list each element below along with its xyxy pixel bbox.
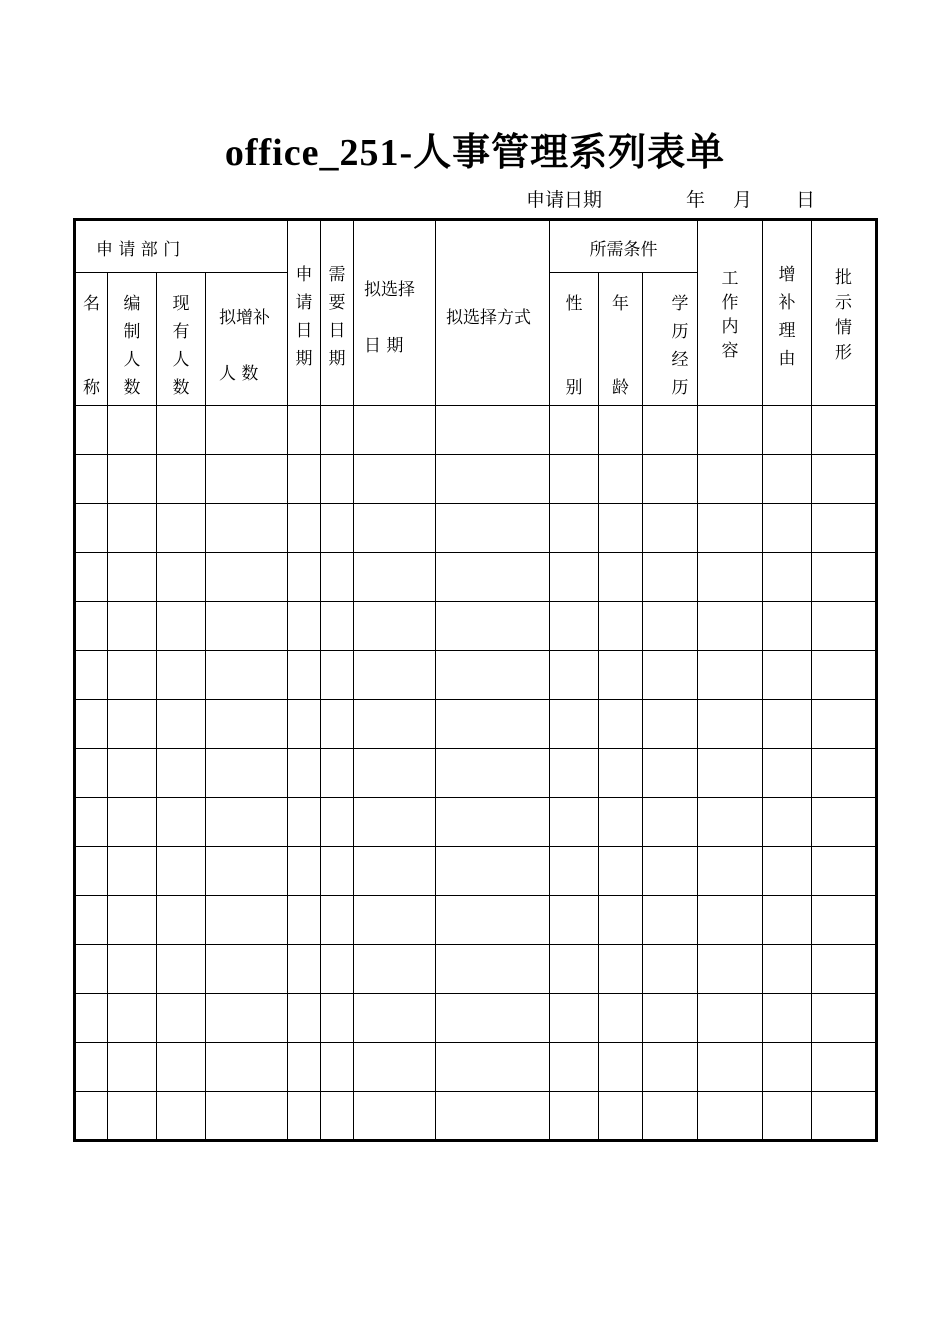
approval-char-4: 形	[835, 343, 852, 363]
form-cell[interactable]	[354, 896, 436, 945]
form-cell[interactable]	[321, 798, 354, 847]
form-cell[interactable]	[698, 896, 763, 945]
form-cell[interactable]	[436, 602, 550, 651]
form-cell[interactable]	[763, 1092, 812, 1141]
form-cell[interactable]	[763, 406, 812, 455]
form-cell[interactable]	[643, 749, 698, 798]
form-cell[interactable]	[698, 700, 763, 749]
apply-date-char-2: 请	[295, 293, 313, 313]
form-cell[interactable]	[108, 896, 157, 945]
form-cell[interactable]	[321, 994, 354, 1043]
form-cell[interactable]	[354, 847, 436, 896]
form-cell[interactable]	[698, 1092, 763, 1141]
reason-char-4: 由	[778, 349, 796, 369]
form-cell[interactable]	[354, 749, 436, 798]
form-cell[interactable]	[812, 798, 877, 847]
form-cell[interactable]	[157, 847, 206, 896]
form-cell[interactable]	[550, 700, 599, 749]
form-cell[interactable]	[321, 455, 354, 504]
month-label: 月	[733, 189, 753, 211]
form-cell[interactable]	[812, 651, 877, 700]
table-row	[75, 945, 877, 994]
form-cell[interactable]	[643, 1092, 698, 1141]
form-cell[interactable]	[763, 847, 812, 896]
table-row	[75, 700, 877, 749]
form-cell[interactable]	[643, 798, 698, 847]
form-cell[interactable]	[321, 896, 354, 945]
current-char-1: 现	[172, 294, 190, 314]
form-cell[interactable]	[643, 602, 698, 651]
form-cell[interactable]	[550, 1043, 599, 1092]
form-cell[interactable]	[206, 994, 288, 1043]
form-cell[interactable]	[599, 847, 643, 896]
quota-char-1: 编	[123, 294, 141, 314]
form-cell[interactable]	[354, 1043, 436, 1092]
form-cell[interactable]	[698, 504, 763, 553]
table-row	[75, 1043, 877, 1092]
form-cell[interactable]	[108, 602, 157, 651]
form-cell[interactable]	[550, 651, 599, 700]
reason-char-1: 增	[778, 265, 796, 285]
form-cell[interactable]	[206, 700, 288, 749]
form-cell[interactable]	[288, 700, 321, 749]
form-cell[interactable]	[108, 504, 157, 553]
day-label: 日	[796, 189, 816, 211]
form-cell[interactable]	[812, 1043, 877, 1092]
job-content-char-2: 作	[721, 293, 739, 313]
form-cell[interactable]	[698, 994, 763, 1043]
form-cell[interactable]	[698, 455, 763, 504]
form-cell[interactable]	[812, 602, 877, 651]
form-cell[interactable]	[206, 602, 288, 651]
form-cell[interactable]	[108, 406, 157, 455]
form-cell[interactable]	[436, 749, 550, 798]
form-cell[interactable]	[206, 896, 288, 945]
table-row	[75, 455, 877, 504]
table-row	[75, 798, 877, 847]
form-cell[interactable]	[436, 945, 550, 994]
form-cell[interactable]	[321, 945, 354, 994]
form-cell[interactable]	[599, 553, 643, 602]
form-cell[interactable]	[599, 651, 643, 700]
form-cell[interactable]	[436, 553, 550, 602]
form-cell[interactable]	[643, 553, 698, 602]
form-cell[interactable]	[75, 602, 108, 651]
form-cell[interactable]	[812, 455, 877, 504]
reason-char-2: 补	[778, 293, 796, 313]
reason-header	[763, 220, 812, 406]
form-cell[interactable]	[288, 994, 321, 1043]
form-cell[interactable]	[436, 455, 550, 504]
table-row	[75, 994, 877, 1043]
education-header	[643, 273, 698, 406]
table-row	[75, 896, 877, 945]
form-cell[interactable]	[206, 553, 288, 602]
gender-header	[550, 273, 599, 406]
year-label: 年	[686, 189, 706, 211]
quota-char-2: 制	[123, 322, 141, 342]
form-cell[interactable]	[698, 847, 763, 896]
form-cell[interactable]	[75, 504, 108, 553]
table-row	[75, 406, 877, 455]
form-cell[interactable]	[599, 406, 643, 455]
approval-header	[812, 220, 877, 406]
requirements-header	[550, 220, 698, 273]
form-cell[interactable]	[354, 700, 436, 749]
form-cell[interactable]	[75, 455, 108, 504]
form-cell[interactable]	[108, 553, 157, 602]
form-cell[interactable]	[157, 504, 206, 553]
education-char-3: 经	[671, 350, 689, 370]
form-cell[interactable]	[75, 896, 108, 945]
name-char-2: 称	[83, 378, 100, 398]
form-cell[interactable]	[599, 1043, 643, 1092]
form-cell[interactable]	[288, 945, 321, 994]
form-cell[interactable]	[354, 553, 436, 602]
department-header-label: 申 请 部 门	[96, 240, 181, 260]
select-method-header	[436, 220, 550, 406]
form-cell[interactable]	[812, 749, 877, 798]
form-cell[interactable]	[436, 1043, 550, 1092]
form-cell[interactable]	[321, 406, 354, 455]
form-cell[interactable]	[206, 847, 288, 896]
form-cell[interactable]	[763, 455, 812, 504]
current-char-3: 人	[172, 350, 190, 370]
form-cell[interactable]	[321, 504, 354, 553]
form-cell[interactable]	[763, 896, 812, 945]
form-cell[interactable]	[643, 1043, 698, 1092]
form-cell[interactable]	[354, 455, 436, 504]
form-cell[interactable]	[108, 798, 157, 847]
form-cell[interactable]	[698, 749, 763, 798]
form-cell[interactable]	[288, 455, 321, 504]
table-row	[75, 504, 877, 553]
form-cell[interactable]	[436, 406, 550, 455]
form-cell[interactable]	[108, 651, 157, 700]
current-header	[157, 273, 206, 406]
form-cell[interactable]	[643, 504, 698, 553]
approval-char-2: 示	[835, 293, 852, 313]
form-cell[interactable]	[812, 1092, 877, 1141]
reason-char-3: 理	[778, 321, 796, 341]
form-cell[interactable]	[763, 945, 812, 994]
form-cell[interactable]	[108, 1043, 157, 1092]
form-cell[interactable]	[75, 749, 108, 798]
form-cell[interactable]	[288, 1043, 321, 1092]
form-cell[interactable]	[206, 455, 288, 504]
form-cell[interactable]	[354, 798, 436, 847]
form-cell[interactable]	[436, 847, 550, 896]
form-cell[interactable]	[812, 700, 877, 749]
approval-char-1: 批	[835, 268, 852, 288]
form-cell[interactable]	[354, 651, 436, 700]
form-cell[interactable]	[108, 847, 157, 896]
need-date-char-3: 日	[328, 321, 346, 341]
form-cell[interactable]	[550, 553, 599, 602]
planned-label-top: 拟增补	[219, 308, 270, 328]
quota-header	[108, 273, 157, 406]
form-cell[interactable]	[550, 406, 599, 455]
form-cell[interactable]	[436, 798, 550, 847]
form-cell[interactable]	[321, 700, 354, 749]
form-cell[interactable]	[812, 553, 877, 602]
form-cell[interactable]	[436, 994, 550, 1043]
form-cell[interactable]	[288, 798, 321, 847]
gender-char-1: 性	[565, 294, 583, 314]
form-cell[interactable]	[75, 406, 108, 455]
form-cell[interactable]	[643, 896, 698, 945]
table-row	[75, 847, 877, 896]
form-cell[interactable]	[108, 994, 157, 1043]
form-cell[interactable]	[321, 1043, 354, 1092]
form-cell[interactable]	[206, 798, 288, 847]
name-char-1: 名	[83, 294, 100, 314]
form-cell[interactable]	[812, 945, 877, 994]
form-cell[interactable]	[157, 994, 206, 1043]
form-cell[interactable]	[157, 406, 206, 455]
table-row	[75, 749, 877, 798]
education-char-1: 学	[671, 294, 689, 314]
form-cell[interactable]	[157, 700, 206, 749]
form-cell[interactable]	[550, 602, 599, 651]
select-method-label: 拟选择方式	[446, 308, 531, 328]
form-cell[interactable]	[354, 994, 436, 1043]
form-cell[interactable]	[698, 798, 763, 847]
form-cell[interactable]	[157, 553, 206, 602]
select-date-label-top: 拟选择	[364, 280, 415, 300]
form-cell[interactable]	[157, 602, 206, 651]
form-cell[interactable]	[698, 553, 763, 602]
form-cell[interactable]	[698, 651, 763, 700]
form-cell[interactable]	[643, 945, 698, 994]
age-header	[599, 273, 643, 406]
form-cell[interactable]	[206, 1043, 288, 1092]
age-char-2: 龄	[612, 378, 629, 398]
planned-label-bottom: 人 数	[219, 364, 259, 384]
form-cell[interactable]	[288, 1092, 321, 1141]
current-char-2: 有	[172, 322, 190, 342]
need-date-char-1: 需	[328, 265, 346, 285]
form-cell[interactable]	[812, 994, 877, 1043]
quota-char-3: 人	[123, 350, 141, 370]
form-cell[interactable]	[550, 994, 599, 1043]
form-cell[interactable]	[550, 1092, 599, 1141]
form-cell[interactable]	[288, 504, 321, 553]
need-date-header	[321, 220, 354, 406]
application-date-label: 申请日期	[526, 189, 603, 211]
form-cell[interactable]	[354, 1092, 436, 1141]
form-cell[interactable]	[108, 455, 157, 504]
department-header	[75, 220, 288, 273]
form-cell[interactable]	[321, 1092, 354, 1141]
planned-header	[206, 273, 288, 406]
form-cell[interactable]	[206, 1092, 288, 1141]
form-cell[interactable]	[288, 749, 321, 798]
form-cell[interactable]	[436, 700, 550, 749]
form-cell[interactable]	[321, 749, 354, 798]
form-cell[interactable]	[436, 651, 550, 700]
form-cell[interactable]	[643, 406, 698, 455]
form-cell[interactable]	[321, 602, 354, 651]
form-cell[interactable]	[812, 847, 877, 896]
form-cell[interactable]	[812, 504, 877, 553]
form-cell[interactable]	[599, 602, 643, 651]
form-cell[interactable]	[698, 406, 763, 455]
form-cell[interactable]	[157, 1092, 206, 1141]
form-cell[interactable]	[599, 798, 643, 847]
table-row	[75, 1092, 877, 1141]
form-cell[interactable]	[643, 651, 698, 700]
form-cell[interactable]	[75, 1092, 108, 1141]
form-cell[interactable]	[288, 553, 321, 602]
form-cell[interactable]	[763, 1043, 812, 1092]
form-cell[interactable]	[643, 700, 698, 749]
quota-char-4: 数	[123, 378, 141, 398]
education-char-2: 历	[671, 322, 689, 342]
form-cell[interactable]	[599, 945, 643, 994]
form-cell[interactable]	[763, 700, 812, 749]
form-cell[interactable]	[698, 602, 763, 651]
form-cell[interactable]	[812, 896, 877, 945]
gender-char-2: 别	[565, 378, 583, 398]
document-title: office_251-人事管理系列表单	[224, 132, 726, 174]
form-cell[interactable]	[157, 798, 206, 847]
form-cell[interactable]	[698, 945, 763, 994]
form-cell[interactable]	[643, 994, 698, 1043]
form-cell[interactable]	[763, 602, 812, 651]
form-cell[interactable]	[763, 504, 812, 553]
form-cell[interactable]	[643, 847, 698, 896]
form-cell[interactable]	[288, 406, 321, 455]
form-cell[interactable]	[157, 896, 206, 945]
table-row	[75, 651, 877, 700]
form-cell[interactable]	[599, 1092, 643, 1141]
apply-date-char-4: 期	[295, 349, 313, 369]
personnel-request-table	[73, 218, 878, 1142]
form-cell[interactable]	[354, 504, 436, 553]
approval-char-3: 情	[835, 318, 852, 338]
form-cell[interactable]	[75, 553, 108, 602]
form-cell[interactable]	[763, 798, 812, 847]
form-cell[interactable]	[550, 749, 599, 798]
form-cell[interactable]	[206, 406, 288, 455]
form-cell[interactable]	[206, 945, 288, 994]
form-cell[interactable]	[288, 651, 321, 700]
table-row	[75, 553, 877, 602]
form-cell[interactable]	[157, 749, 206, 798]
form-cell[interactable]	[206, 651, 288, 700]
job-content-char-4: 容	[721, 341, 739, 361]
select-date-label-bottom: 日 期	[364, 336, 404, 356]
form-cell[interactable]	[550, 798, 599, 847]
form-cell[interactable]	[599, 455, 643, 504]
form-cell[interactable]	[75, 700, 108, 749]
form-cell[interactable]	[321, 553, 354, 602]
current-char-4: 数	[172, 378, 190, 398]
form-cell[interactable]	[321, 847, 354, 896]
form-cell[interactable]	[763, 553, 812, 602]
form-cell[interactable]	[812, 406, 877, 455]
form-cell[interactable]	[763, 651, 812, 700]
form-cell[interactable]	[436, 1092, 550, 1141]
form-cell[interactable]	[206, 749, 288, 798]
form-cell[interactable]	[288, 847, 321, 896]
form-cell[interactable]	[288, 602, 321, 651]
form-cell[interactable]	[643, 455, 698, 504]
job-content-header	[698, 220, 763, 406]
form-cell[interactable]	[436, 896, 550, 945]
form-cell[interactable]	[75, 651, 108, 700]
form-cell[interactable]	[354, 945, 436, 994]
form-cell[interactable]	[599, 504, 643, 553]
form-cell[interactable]	[763, 749, 812, 798]
form-cell[interactable]	[550, 504, 599, 553]
form-cell[interactable]	[550, 847, 599, 896]
select-date-header	[354, 220, 436, 406]
form-cell[interactable]	[436, 504, 550, 553]
form-cell[interactable]	[108, 945, 157, 994]
name-header	[75, 273, 108, 406]
form-cell[interactable]	[354, 406, 436, 455]
form-cell[interactable]	[108, 1092, 157, 1141]
form-cell[interactable]	[75, 945, 108, 994]
education-char-4: 历	[671, 378, 689, 398]
age-char-1: 年	[612, 294, 629, 314]
job-content-char-1: 工	[721, 269, 739, 289]
apply-date-header	[288, 220, 321, 406]
job-content-char-3: 内	[721, 317, 739, 337]
form-cell[interactable]	[288, 896, 321, 945]
need-date-char-4: 期	[328, 349, 346, 369]
form-cell[interactable]	[550, 896, 599, 945]
form-cell[interactable]	[550, 945, 599, 994]
form-cell[interactable]	[599, 700, 643, 749]
apply-date-char-1: 申	[295, 265, 313, 285]
form-cell[interactable]	[75, 1043, 108, 1092]
form-cell[interactable]	[599, 896, 643, 945]
requirements-label: 所需条件	[589, 240, 658, 260]
form-cell[interactable]	[763, 994, 812, 1043]
form-cell[interactable]	[321, 651, 354, 700]
form-cell[interactable]	[698, 1043, 763, 1092]
form-cell[interactable]	[157, 1043, 206, 1092]
apply-date-char-3: 日	[295, 321, 313, 341]
form-cell[interactable]	[157, 945, 206, 994]
form-cell[interactable]	[75, 847, 108, 896]
form-cell[interactable]	[206, 504, 288, 553]
form-cell[interactable]	[157, 455, 206, 504]
table-row	[75, 602, 877, 651]
form-cell[interactable]	[354, 602, 436, 651]
form-cell[interactable]	[75, 994, 108, 1043]
form-cell[interactable]	[550, 455, 599, 504]
form-cell[interactable]	[75, 798, 108, 847]
form-cell[interactable]	[157, 651, 206, 700]
form-cell[interactable]	[599, 994, 643, 1043]
form-cell[interactable]	[108, 700, 157, 749]
need-date-char-2: 要	[328, 293, 346, 313]
form-cell[interactable]	[599, 749, 643, 798]
form-cell[interactable]	[108, 749, 157, 798]
